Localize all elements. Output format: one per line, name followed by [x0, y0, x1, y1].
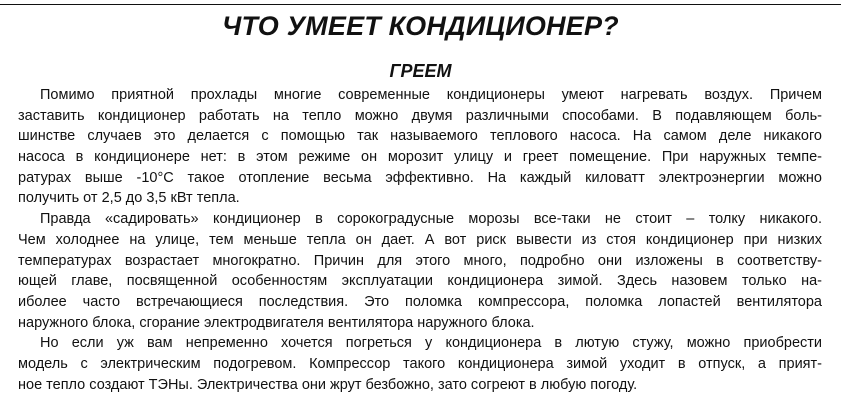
text-line: ратурах выше -10°С такое отопление весьма эффективно. На каждый киловатт электроэнергии можно — [18, 169, 822, 186]
text-line: ющей главе, посвященной особенностям эксплуатации кондиционера зимой. Здесь назовем только на- — [18, 273, 822, 290]
text-line: получить от 2,5 до 3,5 кВт тепла. — [18, 190, 240, 207]
text-line: Правда «садировать» кондиционер в сорокоградусные морозы все-таки не стоит – толку никакого. — [40, 211, 822, 228]
text-line: шинстве случаев это делается с помощью так называемого теплового насоса. На самом деле никакого — [18, 128, 822, 145]
text-line: наружного блока, сгорание электродвигателя вентилятора наружного блока. — [18, 314, 535, 331]
page-title: ЧТО УМЕЕТ КОНДИЦИОНЕР? — [222, 11, 619, 41]
article-body — [18, 85, 822, 395]
text-line: Чем холоднее на улице, тем меньше тепла он дает. А вот риск вывести из стоя кондиционер при низких — [18, 231, 822, 248]
text-line: иболее часто встречающиеся последствия. Это поломка компрессора, поломка лопастей вентилятора — [18, 293, 822, 310]
section-title: ГРЕЕМ — [389, 61, 452, 81]
text-line: Но если уж вам непременно хочется погреться у кондиционера в лютую стужу, можно приобрести — [40, 335, 822, 352]
paragraph — [18, 333, 822, 395]
text-line: Помимо приятной прохлады многие современные кондиционеры умеют нагревать воздух. Причем — [40, 87, 822, 103]
text-line: заставить кондиционер работать на тепло можно двумя различными способами. В подавляющем боль- — [18, 107, 822, 124]
text-line: температурах возрастает многократно. Причин для этого много, подробно они изложены в соответству- — [18, 252, 822, 269]
text-line: насоса в кондиционере нет: в этом режиме он морозит улицу и греет помещение. При наружных темпе- — [18, 149, 822, 166]
paragraph — [18, 85, 822, 209]
text-line: модель с электрическим подогревом. Компрессор такого кондиционера зимой уходит в отпуск, а прият- — [18, 355, 822, 372]
text-line: ное тепло создают ТЭНы. Электричества они жрут безбожно, зато согреют в любую погоду. — [18, 376, 638, 393]
top-rule — [0, 4, 841, 5]
paragraph — [18, 209, 822, 333]
